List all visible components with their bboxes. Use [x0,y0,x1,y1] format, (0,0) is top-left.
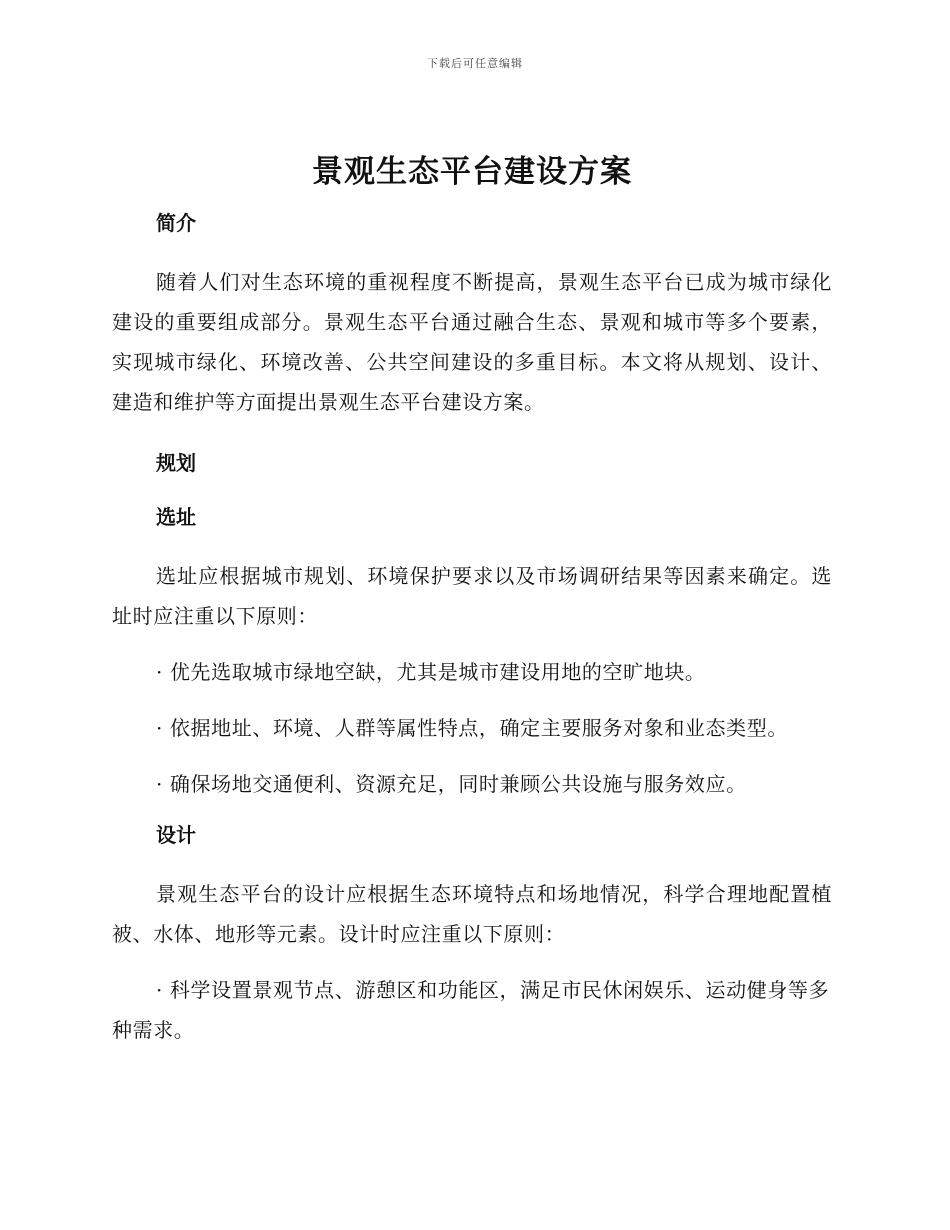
document-content [112,150,832,1066]
site-paragraph: 选址应根据城市规划、环境保护要求以及市场调研结果等因素来确定。选址时应注重以下原则： [112,564,832,628]
intro-paragraph: 随着人们对生态环境的重视程度不断提高，景观生态平台已成为城市绿化建设的重要组成部分。景观生态平台通过融合生态、景观和城市等多个要素，实现城市绿化、环境改善、公共空间建设的多重目标。本文将从规划、设计、建造和维护等方面提出景观生态平台建设方案。 [112,270,832,414]
design-paragraph: 景观生态平台的设计应根据生态环境特点和场地情况，科学合理地配置植被、水体、地形等元素。设计时应注重以下原则： [112,882,832,946]
section-heading-intro: 简介 [156,211,196,235]
design-bullet-1: · 科学设置景观节点、游憩区和功能区，满足市民休闲娱乐、运动健身等多种需求。 [112,978,830,1042]
section-heading-planning: 规划 [156,451,196,475]
section-heading-design: 设计 [156,823,196,847]
site-bullet-3: · 确保场地交通便利、资源充足，同时兼顾公共设施与服务效应。 [156,772,747,796]
document-title: 景观生态平台建设方案 [312,154,632,190]
site-bullet-1: · 优先选取城市绿地空缺，尤其是城市建设用地的空旷地块。 [156,660,706,684]
site-bullet-2: · 依据地址、环境、人群等属性特点，确定主要服务对象和业态类型。 [156,716,788,740]
header-note: 下载后可任意编辑 [427,57,523,70]
section-heading-site: 选址 [156,505,196,529]
